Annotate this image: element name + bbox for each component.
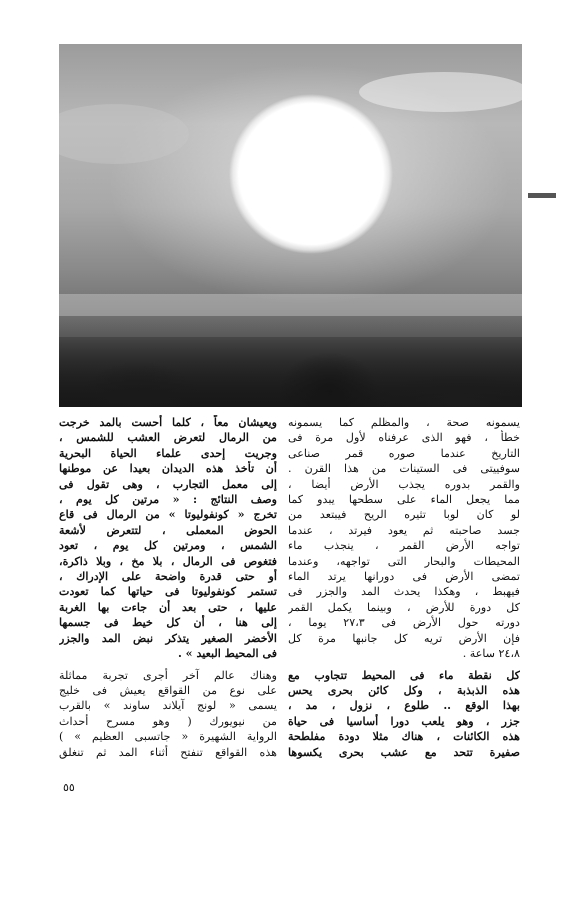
bold-text-line: من الرمال لتعرض العشب للشمس ،: [59, 431, 277, 445]
text-line: ٢٤،٨ ساعة .: [462, 647, 520, 661]
text-line: فيهبط ، وهكذا يحدث المد والجزر فى: [288, 585, 520, 599]
bold-text-line: هذه الذبذبة ، وكل كائن بحرى يحس: [288, 683, 520, 697]
dark-foreground: [59, 337, 522, 407]
bold-text-line: الحوض المعملى ، لتتعرض لأشعة: [59, 523, 277, 537]
bold-text-line: ويعيشان معاً ، كلما أحست بالمد خرجت: [59, 416, 277, 429]
text-line: يسمونه صحة ، والمظلم كما يسمونه: [288, 416, 520, 429]
text-line: الرواية الشهيرة « جاتسبى العظيم » ): [59, 730, 277, 744]
text-line: لو كان لوبا تثيره الريح فيبتعد من: [288, 508, 520, 522]
text-line: من نيويورك ( وهو مسرح أحداث: [59, 714, 277, 728]
bold-text-line: فتغوص فى الرمال ، بلا مخ ، وبلا ذاكرة،: [59, 554, 277, 568]
bold-text-line: أو حتى قدرة واضحة على الإدراك ،: [59, 570, 277, 584]
bold-text-line: الشمس ، ومرتين كل يوم ، تعود: [59, 539, 277, 553]
bold-text-line: صفيرة تتحد مع عشب بحرى يكسوها: [288, 745, 520, 759]
bold-text-line: هذه الكائنات ، هناك مثلا دودة مفلطحة: [288, 730, 520, 744]
right-text-column: [288, 415, 520, 760]
bold-text-line: وصف النتائج : « مرتين كل يوم ،: [59, 493, 277, 507]
sun-over-sea-photo: [59, 44, 522, 407]
bold-text-line: إلى معمل التجارب ، وهى تقول فى: [59, 477, 277, 491]
left-text-column: [59, 415, 277, 760]
text-line: المحيطات والبحار التى تواجهه، وعندما: [288, 554, 520, 568]
margin-marker: [528, 193, 556, 198]
bold-text-line: وجريت إحدى علماء الحياة البحرية: [59, 446, 277, 460]
text-line: فإن الأرض تريه كل جانبها مرة كل: [288, 631, 520, 645]
bold-text-line: كل نقطة ماء فى المحيط تتجاوب مع: [288, 668, 520, 682]
text-line: تمضى الأرض فى دورانها يرتد الماء: [288, 570, 520, 584]
bold-text-line: أن تأخذ هذه الديدان بعيدا عن موطنها: [59, 462, 277, 476]
text-line: تواجه الأرض القمر ، ينجذب ماء: [288, 539, 520, 553]
text-line: سوفييتى فى الستينات من هذا القرن .: [288, 462, 520, 476]
bold-text-line: بهذا الوقع .. طلوع ، نزول ، مد ،: [288, 699, 520, 713]
bold-text-line: إلى هنا ، أن كل خيط فى جسمها: [59, 616, 277, 630]
page-number: ٥٥: [63, 781, 75, 794]
bold-text-line: الأخضر الصغير يتذكر نبض المد والجزر: [59, 631, 277, 645]
text-line: كل دورة للأرض ، وبينما يكمل القمر: [288, 600, 520, 614]
cloud: [359, 72, 522, 112]
text-line: هذه القواقع تنفتح أثناء المد ثم تنغلق: [59, 745, 277, 759]
horizon-haze: [59, 294, 522, 316]
text-line: التاريخ عندما صوره قمر صناعى: [288, 446, 520, 460]
bold-text-line: جزر ، وهو يلعب دورا أساسيا فى حياة: [288, 714, 520, 728]
text-line: على نوع من القواقع يعيش فى خليج: [59, 683, 277, 697]
bold-text-line: تخرج « كونفوليوتا » من الرمال فى قاع: [59, 508, 277, 522]
cloud: [59, 104, 189, 164]
text-line: جسد صاحبته ثم يعود فيرتد ، عندما: [288, 523, 520, 537]
text-line: يسمى « لونج آيلاند ساوند » بالقرب: [59, 699, 277, 713]
text-line: مما يجعل الماء على سطحها يبدو كما: [288, 493, 520, 507]
text-line: دورته حول الأرض فى ٢٧،٣ يوما ،: [288, 616, 520, 630]
bold-text-line: تستمر كونفوليوتا فى حياتها كما تعودت: [59, 585, 277, 599]
bold-text-line: فى المحيط البعيد » .: [177, 647, 277, 661]
text-line: والقمر بدوره يجذب الأرض أيضا ،: [288, 477, 520, 491]
text-line: خطأ ، فهو الذى عرفناه لأول مرة فى: [288, 431, 520, 445]
bold-text-line: عليها ، حتى بعد أن جاءت بها الغربة: [59, 600, 277, 614]
text-line: وهناك عالم آخر أجرى تجربة مماثلة: [59, 668, 277, 682]
